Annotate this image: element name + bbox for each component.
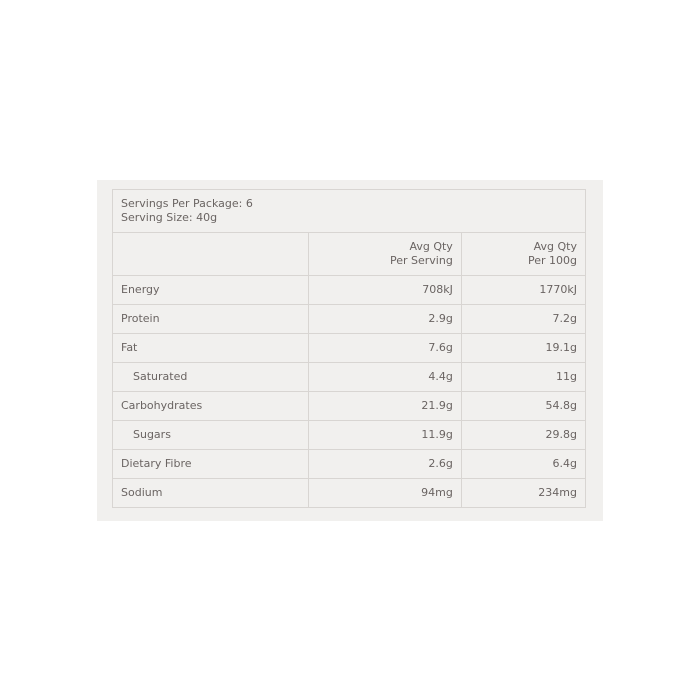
per-serving-value: 4.4g	[308, 363, 461, 392]
per-100g-value: 29.8g	[461, 421, 585, 450]
header-blank-cell	[113, 233, 309, 276]
table-row-protein	[113, 305, 586, 334]
nutrition-table	[112, 189, 586, 508]
per-serving-value: 94mg	[308, 479, 461, 508]
header-per-100g-line1: Avg Qty	[533, 240, 577, 253]
per-serving-value: 11.9g	[308, 421, 461, 450]
nutrient-name: Saturated	[113, 363, 309, 392]
nutrient-name: Carbohydrates	[113, 392, 309, 421]
nutrient-name: Sugars	[113, 421, 309, 450]
table-row-energy	[113, 276, 586, 305]
per-100g-value: 54.8g	[461, 392, 585, 421]
per-100g-value: 1770kJ	[461, 276, 585, 305]
table-row-fat	[113, 334, 586, 363]
per-100g-value: 6.4g	[461, 450, 585, 479]
header-per-serving-line1: Avg Qty	[409, 240, 453, 253]
per-serving-value: 2.6g	[308, 450, 461, 479]
per-100g-value: 234mg	[461, 479, 585, 508]
per-serving-value: 21.9g	[308, 392, 461, 421]
per-100g-value: 19.1g	[461, 334, 585, 363]
serving-size: Serving Size: 40g	[121, 211, 218, 224]
nutrition-panel	[97, 180, 603, 521]
header-per-serving-line2: Per Serving	[390, 254, 453, 267]
nutrient-name: Protein	[113, 305, 309, 334]
column-header-row	[113, 233, 586, 276]
table-row-dietary-fibre	[113, 450, 586, 479]
nutrient-name: Energy	[113, 276, 309, 305]
per-100g-value: 7.2g	[461, 305, 585, 334]
table-row-sodium	[113, 479, 586, 508]
table-row-saturated	[113, 363, 586, 392]
nutrient-name: Dietary Fibre	[113, 450, 309, 479]
header-per-100g	[461, 233, 585, 276]
table-row-carbohydrates	[113, 392, 586, 421]
nutrient-name: Sodium	[113, 479, 309, 508]
header-per-100g-line2: Per 100g	[527, 254, 577, 267]
servings-per-package: Servings Per Package: 6	[121, 197, 253, 210]
per-100g-value: 11g	[461, 363, 585, 392]
per-serving-value: 2.9g	[308, 305, 461, 334]
per-serving-value: 708kJ	[308, 276, 461, 305]
nutrient-name: Fat	[113, 334, 309, 363]
header-per-serving	[308, 233, 461, 276]
servings-cell	[113, 190, 586, 233]
per-serving-value: 7.6g	[308, 334, 461, 363]
servings-row	[113, 190, 586, 233]
table-row-sugars	[113, 421, 586, 450]
